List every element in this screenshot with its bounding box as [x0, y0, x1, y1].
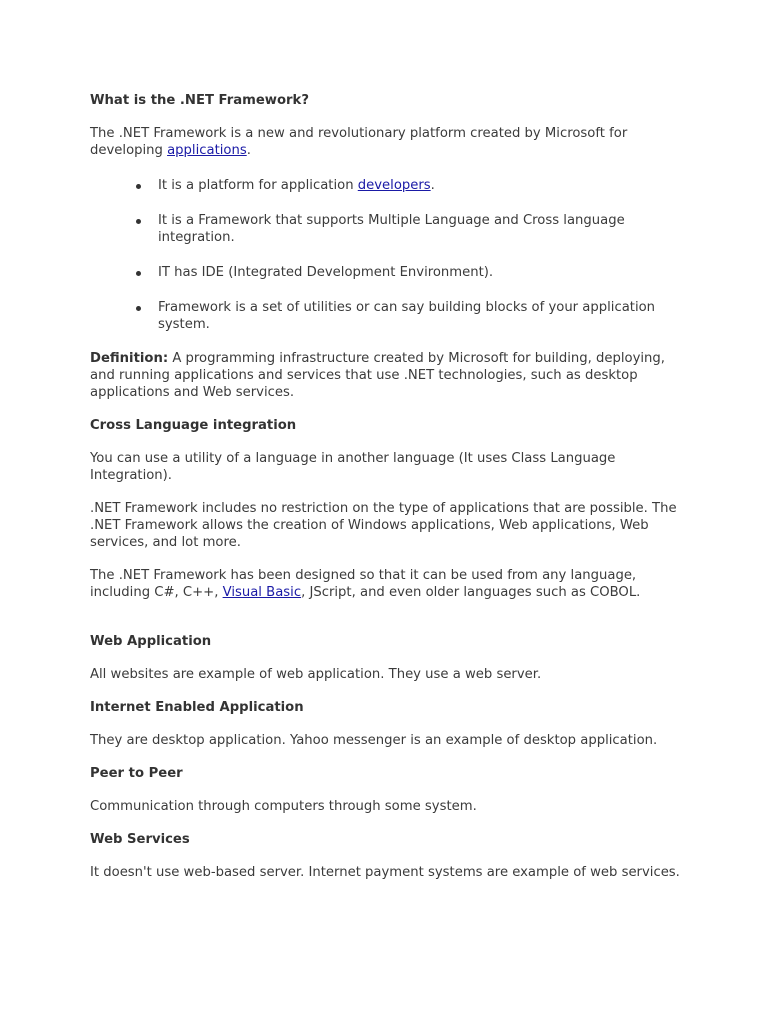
heading-web-services: Web Services: [90, 832, 190, 847]
list-item-text-end: .: [430, 178, 435, 193]
definition-paragraph: [90, 350, 690, 401]
no-restriction-paragraph: .NET Framework includes no restriction on the type of applications that are possible. The .NET Framework allows the creation of Windows applications, Web applications, Web services, and lot more.: [90, 501, 677, 550]
peer-to-peer-paragraph: Communication through computers through some system.: [90, 799, 477, 814]
definition-text: A programming infrastructure created by Microsoft for building, deploying, and running applications and services that use .NET technologies, such as desktop applications and Web services.: [90, 351, 665, 400]
list-item: [90, 212, 690, 246]
feature-list: [90, 177, 690, 333]
list-item: [90, 264, 690, 281]
heading-web-application: Web Application: [90, 634, 212, 649]
heading-peer-to-peer: Peer to Peer: [90, 766, 183, 781]
heading-cross-language: Cross Language integration: [90, 418, 297, 433]
list-item-text: It is a platform for application: [158, 178, 358, 193]
any-language-text: The .NET Framework has been designed so that it can be used from any language, including C#, C++,: [90, 568, 637, 600]
web-application-paragraph: All websites are example of web application. They use a web server.: [90, 667, 542, 682]
web-services-paragraph: It doesn't use web-based server. Internet payment systems are example of web services.: [90, 865, 680, 880]
any-language-paragraph: [90, 567, 690, 601]
list-item: [90, 177, 690, 194]
heading-net-framework: What is the .NET Framework?: [90, 93, 309, 108]
internet-enabled-paragraph: They are desktop application. Yahoo messenger is an example of desktop application.: [90, 733, 658, 748]
visual-basic-link[interactable]: Visual Basic: [222, 585, 302, 600]
bullet-icon: [136, 271, 141, 276]
cross-language-paragraph: You can use a utility of a language in another language (It uses Class Language Integration).: [90, 451, 616, 483]
list-item-text: It is a Framework that supports Multiple Language and Cross language integration.: [158, 213, 625, 245]
any-language-text-end: , JScript, and even older languages such as COBOL.: [301, 585, 641, 600]
intro-paragraph: [90, 125, 690, 159]
bullet-icon: [136, 306, 141, 311]
developers-link[interactable]: developers: [357, 178, 431, 193]
list-item-text: Framework is a set of utilities or can say building blocks of your application system.: [158, 300, 656, 332]
document-content: [90, 92, 690, 881]
bullet-icon: [136, 219, 141, 224]
definition-label: Definition:: [90, 351, 169, 366]
applications-link[interactable]: applications: [167, 143, 247, 158]
intro-text-end: .: [246, 143, 251, 158]
list-item-text: IT has IDE (Integrated Development Environment).: [158, 265, 494, 280]
intro-text: The .NET Framework is a new and revolutionary platform created by Microsoft for developing: [90, 126, 628, 158]
heading-internet-enabled: Internet Enabled Application: [90, 700, 304, 715]
list-item: [90, 299, 690, 333]
bullet-icon: [136, 184, 141, 189]
